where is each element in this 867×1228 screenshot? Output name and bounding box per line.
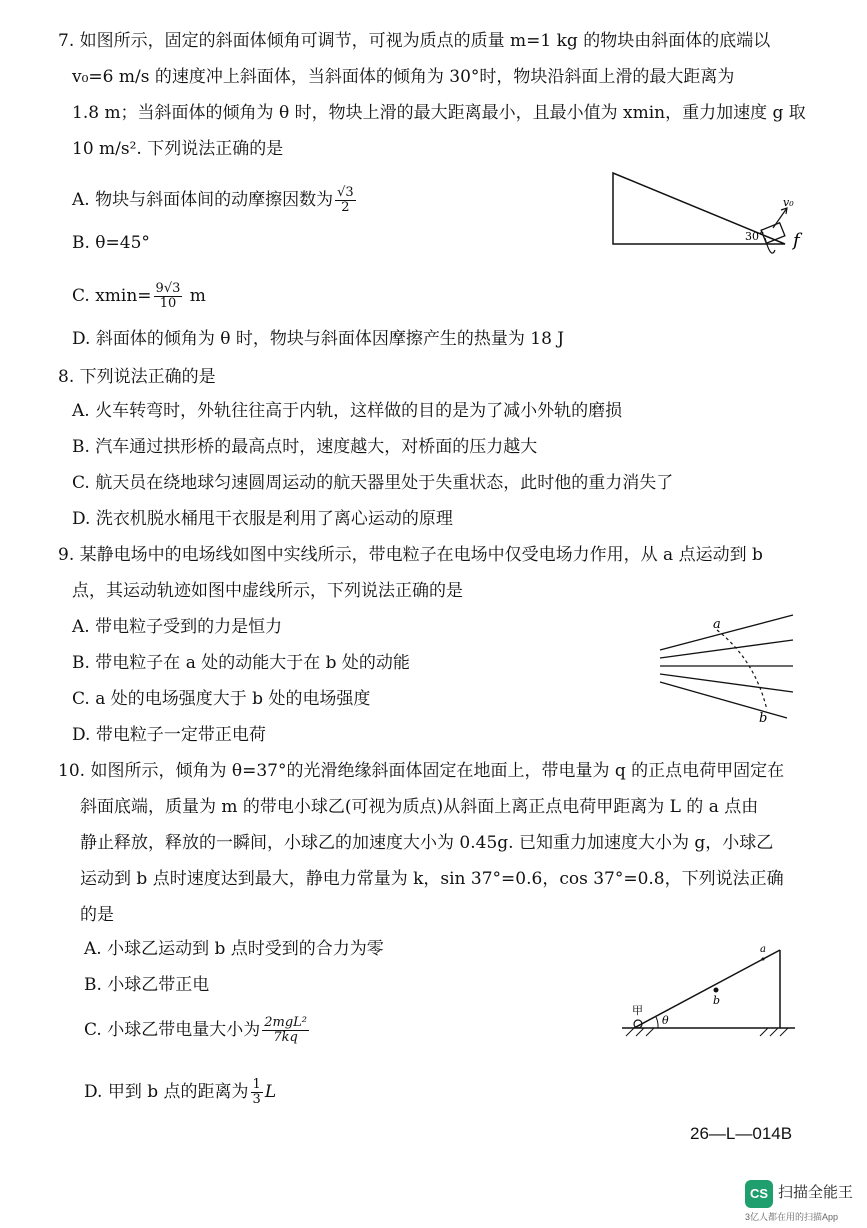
q10-point-a-label: a xyxy=(760,944,766,955)
q8-option-c: C. 航天员在绕地球匀速圆周运动的航天器里处于失重状态，此时他的重力消失了 xyxy=(72,473,674,493)
q10-incline-surface xyxy=(634,950,780,1028)
q7-option-c-den: 10 xyxy=(159,296,177,311)
camscanner-logo-icon: CS xyxy=(745,1180,773,1208)
q10-point-b-label: b xyxy=(713,994,721,1007)
q9-point-b-label: b xyxy=(759,711,768,725)
q9-field-line xyxy=(660,640,793,658)
q10-option-d-fraction xyxy=(251,1078,263,1107)
q8-option-b: B. 汽车通过拱形桥的最高点时，速度越大，对桥面的压力越大 xyxy=(72,437,538,457)
q10-option-b: B. 小球乙带正电 xyxy=(84,975,210,995)
q9-field-line xyxy=(660,674,793,692)
q10-option-c-num: 2mgL² xyxy=(264,1015,307,1030)
q10-option-d-den: 3 xyxy=(252,1092,261,1107)
q7-stem-line3: 1.8 m；当斜面体的倾角为 θ 时，物块上滑的最大距离最小，且最小值为 xmin，重力加速度 g 取 xyxy=(72,103,806,123)
q9-stem-line2: 点，其运动轨迹如图中虚线所示，下列说法正确的是 xyxy=(72,581,463,601)
q7-option-c-num: 9√3 xyxy=(155,281,181,296)
q7-stem-line1: 7. 如图所示，固定的斜面体倾角可调节，可视为质点的质量 m=1 kg 的物块由斜面体的底端以 xyxy=(58,31,771,51)
page-code: 26—L—014B xyxy=(690,1124,793,1143)
q8-option-d: D. 洗衣机脱水桶甩干衣服是利用了离心运动的原理 xyxy=(72,509,453,529)
q10-option-d-suffix: L xyxy=(264,1082,277,1102)
q10-option-c-fraction xyxy=(262,1016,309,1045)
q7-option-d: D. 斜面体的倾角为 θ 时，物块与斜面体因摩擦产生的热量为 18 J xyxy=(72,329,565,349)
q10-option-a: A. 小球乙运动到 b 点时受到的合力为零 xyxy=(84,939,384,959)
q10-stem-line1: 10. 如图所示，倾角为 θ=37°的光滑绝缘斜面体固定在地面上，带电量为 q 的正点电荷甲固定在 xyxy=(58,761,785,781)
q10-stem-line4: 运动到 b 点时速度达到最大，静电力常量为 k，sin 37°=0.6，cos 37°=0.8，下列说法正确 xyxy=(80,869,784,889)
q8-option-a: A. 火车转弯时，外轨往往高于内轨，这样做的目的是为了减小外轨的磨损 xyxy=(72,401,623,421)
q9-option-a: A. 带电粒子受到的力是恒力 xyxy=(72,617,283,637)
q10-option-d xyxy=(84,1078,276,1107)
q9-stem-line1: 9. 某静电场中的电场线如图中实线所示，带电粒子在电场中仅受电场力作用，从 a 点运动到 b xyxy=(58,545,763,565)
q9-field-figure xyxy=(655,610,800,725)
q10-jia-label: 甲 xyxy=(632,1004,643,1017)
camscanner-tagline: 3亿人都在用的扫描App xyxy=(745,1212,839,1222)
q10-ground-hatch xyxy=(626,1028,788,1036)
q9-trajectory xyxy=(717,630,767,710)
q9-option-c: C. a 处的电场强度大于 b 处的电场强度 xyxy=(72,689,371,709)
q7-option-a-text: A. 物块与斜面体间的动摩擦因数为 xyxy=(72,190,334,210)
q7-option-b: B. θ=45° xyxy=(72,233,150,253)
q10-stem-line5: 的是 xyxy=(80,905,114,925)
q10-point-b xyxy=(714,988,719,993)
q7-option-a xyxy=(72,186,358,215)
camscanner-name: 扫描全能王 xyxy=(778,1184,854,1201)
q10-option-d-num: 1 xyxy=(252,1077,261,1092)
q7-option-a-den: 2 xyxy=(341,200,350,215)
q7-option-a-fraction xyxy=(335,186,356,215)
q7-option-c-suffix: m xyxy=(184,286,206,306)
q7-angle-label: 30° xyxy=(745,230,765,243)
q9-field-line xyxy=(660,682,787,718)
q10-option-c-den: 7kq xyxy=(273,1030,298,1045)
q10-option-c-prefix: C. 小球乙带电量大小为 xyxy=(84,1020,261,1040)
q7-stem-line2: v₀=6 m/s 的速度冲上斜面体，当斜面体的倾角为 30°时，物块沿斜面上滑的最大距离为 xyxy=(72,67,735,87)
q7-option-c-fraction xyxy=(154,282,183,311)
q10-option-c xyxy=(84,1016,311,1045)
q10-point-a xyxy=(762,958,765,961)
q7-option-c xyxy=(72,282,206,311)
q7-block xyxy=(761,223,785,243)
q7-incline-figure xyxy=(605,168,815,263)
q9-option-b: B. 带电粒子在 a 处的动能大于在 b 处的动能 xyxy=(72,653,410,673)
q8-stem: 8. 下列说法正确的是 xyxy=(58,367,216,387)
q7-f-label: f xyxy=(793,230,800,251)
q9-option-d: D. 带电粒子一定带正电荷 xyxy=(72,725,266,745)
q10-incline-figure xyxy=(620,940,800,1040)
q7-v0-label: v₀ xyxy=(783,196,794,209)
q10-stem-line2: 斜面底端，质量为 m 的带电小球乙(可视为质点)从斜面上离正点电荷甲距离为 L 的 a 点由 xyxy=(80,797,759,817)
q9-point-a-label: a xyxy=(713,617,721,632)
q7-option-c-prefix: C. xmin= xyxy=(72,286,152,306)
q7-stem-line4: 10 m/s². 下列说法正确的是 xyxy=(72,139,284,159)
q10-stem-line3: 静止释放，释放的一瞬间，小球乙的加速度大小为 0.45g. 已知重力加速度大小为 g，小球乙 xyxy=(80,833,774,853)
q7-option-a-num: √3 xyxy=(337,185,354,200)
q10-theta-label: θ xyxy=(662,1014,669,1027)
q9-field-line xyxy=(660,615,793,650)
q10-angle-arc xyxy=(656,1017,658,1028)
q10-option-d-prefix: D. 甲到 b 点的距离为 xyxy=(84,1082,249,1102)
